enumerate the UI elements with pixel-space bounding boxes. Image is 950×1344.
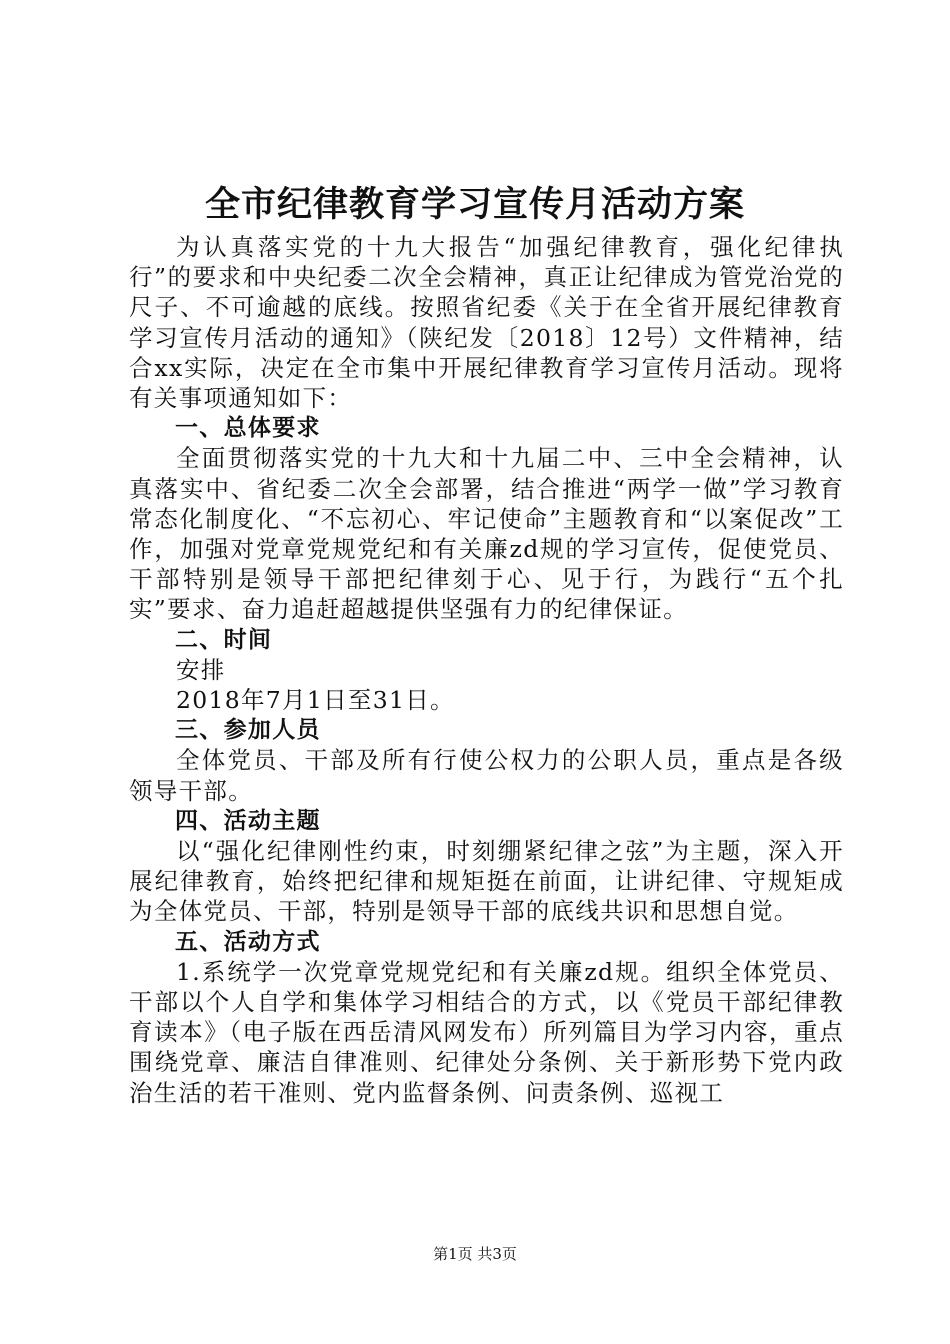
section-heading-methods: 五、活动方式: [175, 928, 321, 955]
intro-paragraph: 为认真落实党的十九大报告“加强纪律教育，强化纪律执行”的要求和中央纪委二次全会精神，真正让纪律成为管党治党的尺子、不可逾越的底线。按照省纪委《关于在全省开展纪律教育学习宣传月活动的通知》（陕纪发〔2018〕12号）文件精神，结合xx实际，决定在全市集中开展纪律教育学习宣传月活动。现将有关事项通知如下：: [129, 233, 844, 413]
section-heading-participants: 三、参加人员: [175, 717, 321, 744]
page-footer: 第1页 共3页: [433, 1245, 517, 1263]
section-text-time-arrangement: 安排: [176, 655, 226, 684]
section-text-general-requirements: 全面贯彻落实党的十九大和十九届二中、三中全会精神，认真落实中、省纪委二次全会部署，结合推进“两学一做”学习教育常态化制度化、“不忘初心、牢记使命”主题教育和“以案促改”工作，加强对党章党规党纪和有关廉zd规的学习宣传，促使党员、干部特别是领导干部把纪律刻于心、见于行，为践行“五个扎实”要求、奋力追赶超越提供坚强有力的纪律保证。: [129, 444, 844, 624]
section-heading-theme: 四、活动主题: [175, 807, 321, 834]
section-text-methods: 1.系统学一次党章党规党纪和有关廉zd规。组织全体党员、干部以个人自学和集体学习相结合的方式，以《党员干部纪律教育读本》（电子版在西岳清风网发布）所列篇目为学习内容，重点围绕党章、廉洁自律准则、纪律处分条例、关于新形势下党内政治生活的若干准则、党内监督条例、问责条例、巡视工: [129, 957, 844, 1107]
document-body: [129, 232, 844, 1108]
section-text-time-dates: 2018年7月1日至31日。: [176, 686, 455, 715]
section-heading-general-requirements: 一、总体要求: [175, 415, 321, 442]
section-text-theme: 以“强化纪律刚性约束，时刻绷紧纪律之弦”为主题，深入开展纪律教育，始终把纪律和规矩挺在前面，让讲纪律、守规矩成为全体党员、干部，特别是领导干部的底线共识和思想自觉。: [129, 837, 844, 926]
section-text-participants: 全体党员、干部及所有行使公权力的公职人员，重点是各级领导干部。: [129, 746, 844, 805]
section-heading-time: 二、时间: [175, 626, 273, 653]
document-title: 全市纪律教育学习宣传月活动方案: [204, 185, 745, 225]
